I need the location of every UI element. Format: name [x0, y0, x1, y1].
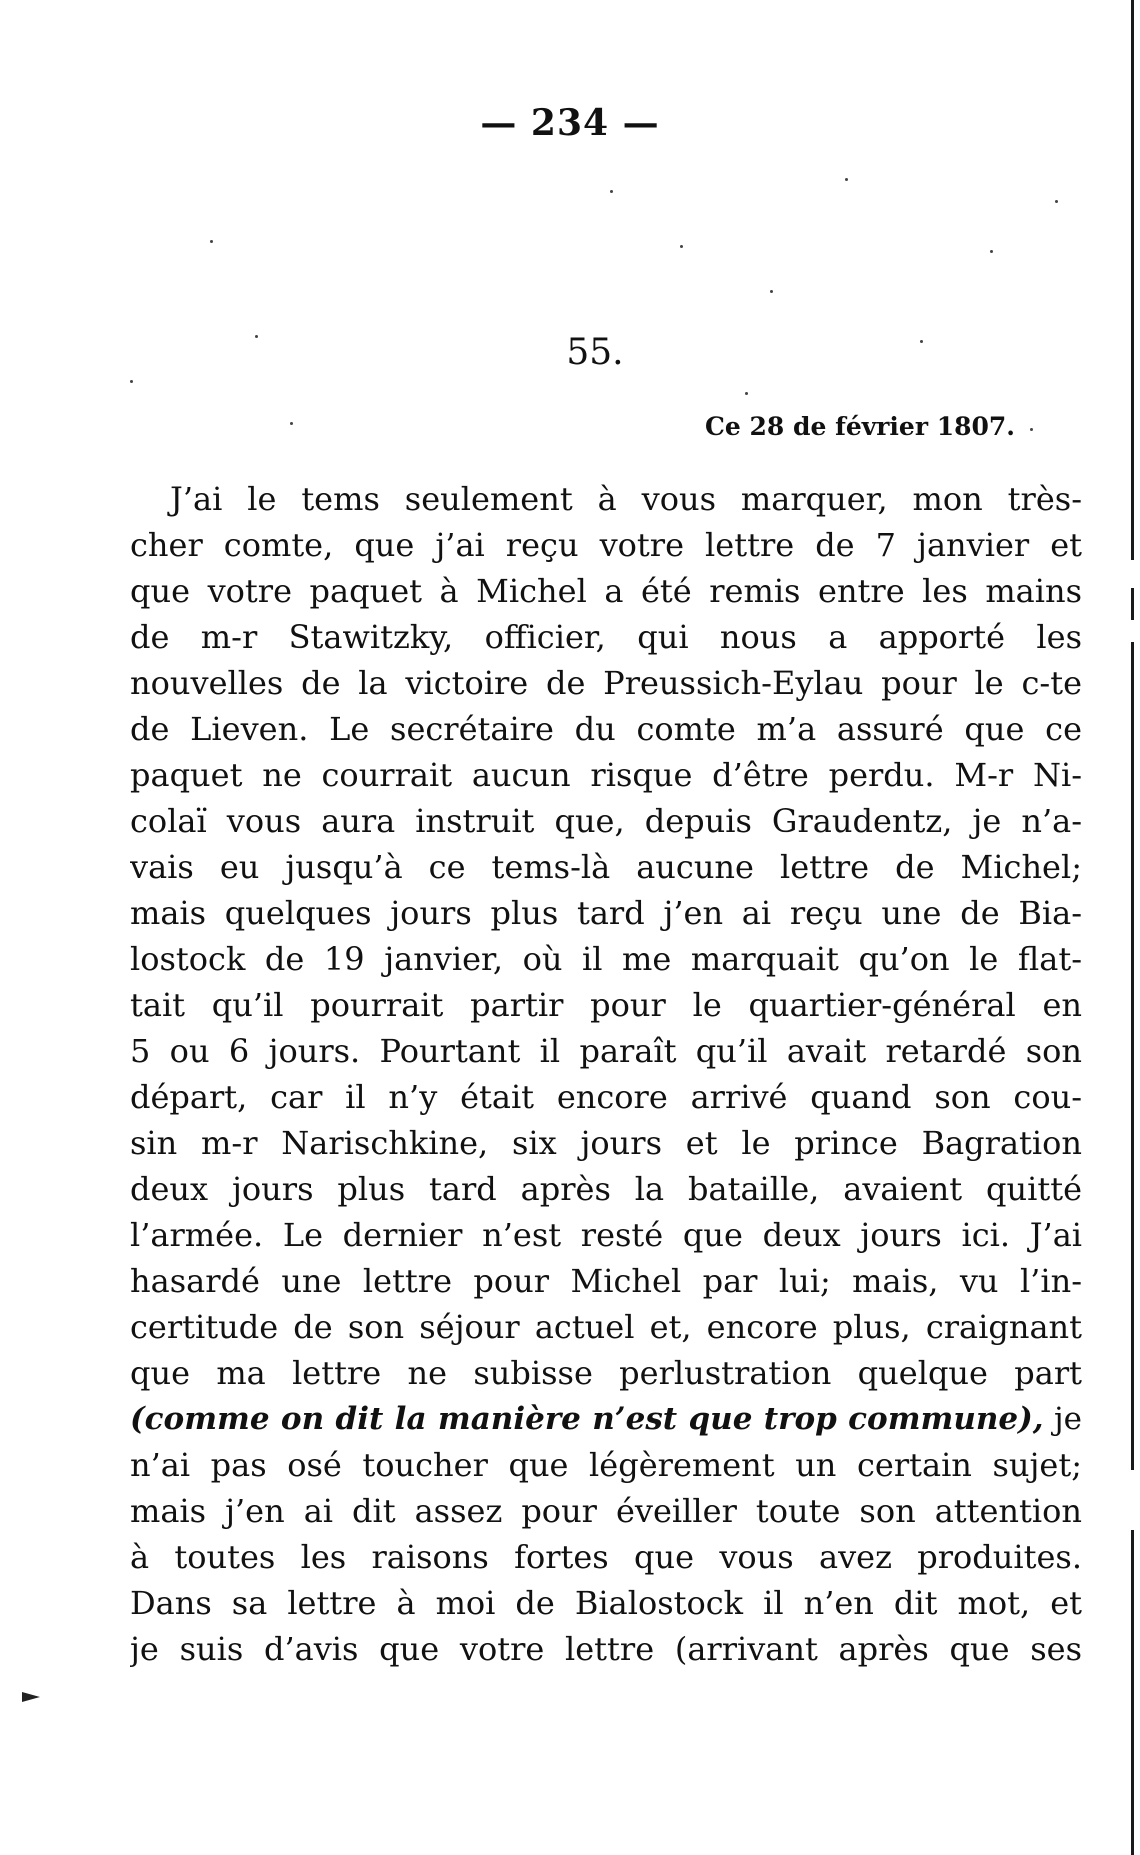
scan-speck [130, 380, 133, 383]
text-line: vais eu jusqu’à ce tems-là aucune lettre de Michel; [130, 848, 1082, 886]
text-line: deux jours plus tard après la bataille, avaient quitté [130, 1170, 1082, 1208]
text-line: J’ai le tems seulement à vous marquer, mon très- [170, 480, 1082, 518]
scan-speck [845, 178, 848, 181]
text-line: sin m-r Narischkine, six jours et le prince Bagration [130, 1124, 1082, 1162]
text-line-italic [130, 1396, 1082, 1442]
text-line: de m-r Stawitzky, officier, qui nous a apporté les [130, 618, 1082, 656]
scan-speck [255, 335, 258, 338]
scan-speck [680, 245, 683, 248]
text-line: paquet ne courrait aucun risque d’être perdu. M-r Ni- [130, 756, 1082, 794]
scan-speck [210, 240, 213, 243]
text-line: mais quelques jours plus tard j’en ai reçu une de Bia- [130, 894, 1082, 932]
text-line: que ma lettre ne subisse perlustration quelque part [130, 1354, 1082, 1392]
text-line: à toutes les raisons fortes que vous avez produites. [130, 1538, 1082, 1576]
page-edge-line [1131, 0, 1134, 1855]
scan-speck [610, 190, 613, 193]
text-line: départ, car il n’y était encore arrivé quand son cou- [130, 1078, 1082, 1116]
text-line: colaï vous aura instruit que, depuis Graudentz, je n’a- [130, 802, 1082, 840]
scan-speck [1055, 200, 1058, 203]
text-line: n’ai pas osé toucher que légèrement un certain sujet; [130, 1446, 1082, 1484]
scan-speck [770, 290, 773, 293]
margin-mark [22, 1692, 40, 1702]
text-line: mais j’en ai dit assez pour éveiller toute son attention [130, 1492, 1082, 1530]
letter-body [130, 476, 1082, 1672]
text-line: de Lieven. Le secrétaire du comte m’a assuré que ce [130, 710, 1082, 748]
text-line: que votre paquet à Michel a été remis entre les mains [130, 572, 1082, 610]
text-line: certitude de son séjour actuel et, encore plus, craignant [130, 1308, 1082, 1346]
text-line: Dans sa lettre à moi de Bialostock il n’en dit mot, et [130, 1584, 1082, 1622]
text-line: l’armée. Le dernier n’est resté que deux jours ici. J’ai [130, 1216, 1082, 1254]
text-line: 5 ou 6 jours. Pourtant il paraît qu’il avait retardé son [130, 1032, 1082, 1070]
page-number: — 234 — [480, 102, 660, 144]
text-line: tait qu’il pourrait partir pour le quartier-général en [130, 986, 1082, 1024]
scan-speck [290, 422, 293, 425]
italic-phrase: (comme on dit la manière n’est que trop commune), [130, 1401, 1044, 1437]
letter-dateline: Ce 28 de février 1807. [704, 412, 1015, 441]
text-line: je suis d’avis que votre lettre (arrivant après que ses [130, 1630, 1082, 1668]
text-line: nouvelles de la victoire de Preussich-Eylau pour le c-te [130, 664, 1082, 702]
scan-speck [920, 340, 923, 343]
line-remainder: je [1043, 1401, 1082, 1437]
scan-speck [745, 392, 748, 395]
text-line: hasardé une lettre pour Michel par lui; mais, vu l’in- [130, 1262, 1082, 1300]
scan-speck [990, 250, 993, 253]
text-line: lostock de 19 janvier, où il me marquait qu’on le flat- [130, 940, 1082, 978]
text-line: cher comte, que j’ai reçu votre lettre de 7 janvier et [130, 526, 1082, 564]
scan-speck [1030, 428, 1033, 431]
letter-number: 55. [566, 332, 624, 373]
